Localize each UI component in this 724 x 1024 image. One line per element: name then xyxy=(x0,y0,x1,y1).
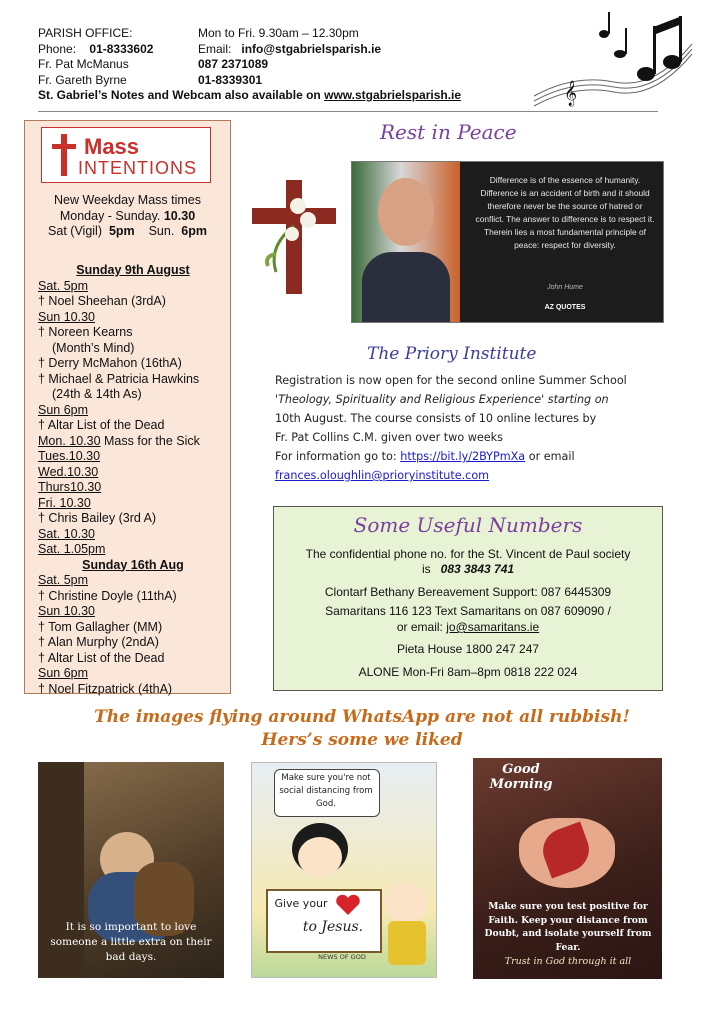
cross-icon xyxy=(50,132,80,178)
website-link[interactable]: www.stgabrielsparish.ie xyxy=(324,88,462,102)
phone-number: 01-8333602 xyxy=(89,41,154,56)
heart-icon xyxy=(334,893,362,917)
intention-line: Sat. 10.30 xyxy=(38,526,95,541)
intention-line: Sun 10.30 xyxy=(38,604,95,618)
sign-text-2: to Jesus. xyxy=(302,919,364,935)
intention-line: Mon. 10.30 Mass for the Sick xyxy=(38,433,200,448)
intention-line: Sun 10.30 xyxy=(38,309,95,324)
intro-sun-label: Sun. xyxy=(148,224,175,238)
quote-brand: AZ QUOTES xyxy=(544,304,586,311)
intention-line: (Month’s Mind) xyxy=(52,340,135,355)
weekday-mass-times xyxy=(25,193,230,240)
intention-line: Wed.10.30 xyxy=(38,464,99,479)
intention-line: † Chris Bailey (3rd A) xyxy=(38,511,157,525)
intention-line: Sun 6pm xyxy=(38,666,89,680)
intention-line: † Derry McMahon (16thA) xyxy=(38,356,182,370)
mass-intentions-logo xyxy=(41,127,211,183)
intention-line: † Altar List of the Dead xyxy=(38,650,165,665)
good-morning-title: Good Morning xyxy=(489,762,553,792)
intention-line: Thurs10.30 xyxy=(38,480,102,494)
priest-2-name: Fr. Gareth Byrne xyxy=(38,72,127,87)
samaritans-line: Samaritans 116 123 Text Samaritans on 087 609090 / xyxy=(325,604,611,618)
email-address[interactable]: info@stgabrielsparish.ie xyxy=(241,41,382,56)
lucy-speech: Make sure you're not social distancing from God. xyxy=(279,773,373,809)
priest-1-phone: 087 2371089 xyxy=(198,57,269,71)
priory-line-3: 10th August. The course consists of 10 online lectures by xyxy=(275,412,597,425)
svp-number-line: is 083 3843 741 xyxy=(421,562,515,576)
intention-line: Sun 6pm xyxy=(38,402,89,417)
intention-line: † Alan Murphy (2ndA) xyxy=(38,635,159,649)
svp-number: 083 3843 741 xyxy=(440,562,515,576)
priory-link[interactable]: https://bit.ly/2BYPmXa xyxy=(400,450,526,463)
intention-line: Sat. 5pm xyxy=(38,573,89,587)
intention-line: Fri. 10.30 xyxy=(38,495,91,510)
lucy-booth-image xyxy=(251,762,437,978)
intention-line: † Noel Sheehan (3rdA) xyxy=(38,294,166,308)
intention-line: † Tom Gallagher (MM) xyxy=(38,619,163,634)
samaritans-email-line: or email: jo@samaritans.ie xyxy=(396,620,540,634)
sign-text-1: Give your xyxy=(274,897,328,910)
useful-numbers-panel xyxy=(273,506,663,691)
hands-footer: Trust in God through it all xyxy=(504,956,632,967)
priory-line-4: Fr. Pat Collins C.M. given over two weeks xyxy=(275,431,503,444)
john-hume-quote-image xyxy=(351,161,664,323)
intentions-list xyxy=(38,263,228,697)
intention-line: Tues.10.30 xyxy=(38,449,101,463)
hands-leaf-image xyxy=(473,758,662,979)
email-label: Email: xyxy=(198,41,232,56)
alone-line: ALONE Mon-Fri 8am–8pm 0818 222 024 xyxy=(358,665,578,679)
intention-line: Sat. 5pm xyxy=(38,278,89,293)
music-notes-illustration xyxy=(534,4,694,108)
news-of-god-label: NEWS OF GOD xyxy=(318,953,366,961)
office-label: PARISH OFFICE: xyxy=(38,26,133,40)
intro-time: 10.30 xyxy=(163,208,196,223)
bethany-line: Clontarf Bethany Bereavement Support: 087 6445309 xyxy=(324,585,612,599)
whatsapp-heading-2: Hers’s some we liked xyxy=(261,730,463,750)
parish-header xyxy=(38,26,461,104)
useful-numbers-title: Some Useful Numbers xyxy=(353,513,583,537)
samaritans-email[interactable]: jo@samaritans.ie xyxy=(446,620,540,634)
intro-heading: New Weekday Mass times xyxy=(53,193,202,207)
quote-text: Difference is of the essence of humanity. Difference is an accident of birth and it should therefore never be the source of hatred or conflict. The answer to difference is to respect it. Therein lies a most fundamental principle of peace: respect for diversity. xyxy=(475,175,655,250)
office-hours: Mon to Fri. 9.30am – 12.30pm xyxy=(198,26,359,40)
svg-text:𝄞: 𝄞 xyxy=(564,81,578,106)
svp-line: The confidential phone no. for the St. Vincent de Paul society xyxy=(305,547,631,561)
lily-cross-illustration xyxy=(246,176,342,296)
mass-intentions-panel xyxy=(24,120,231,694)
logo-intentions-text: INTENTIONS xyxy=(78,158,198,178)
intro-sun-time: 6pm xyxy=(181,224,207,238)
intention-line: (24th & 14th As) xyxy=(52,387,142,401)
priest-2-phone: 01-8339301 xyxy=(198,72,263,87)
pieta-line: Pieta House 1800 247 247 xyxy=(396,642,540,656)
intro-sat-label: Sat (Vigil) xyxy=(48,224,103,238)
rest-in-peace-title: Rest in Peace xyxy=(380,120,517,144)
logo-mass-text: Mass xyxy=(84,134,140,159)
whatsapp-heading-1: The images flying around WhatsApp are not all rubbish! xyxy=(94,707,630,727)
priory-email[interactable]: frances.oloughlin@prioryinstitute.com xyxy=(275,469,490,482)
intention-line: † Michael & Patricia Hawkins xyxy=(38,371,200,386)
priory-body xyxy=(275,371,675,485)
intention-line: † Altar List of the Dead xyxy=(38,418,165,432)
priest-1-name: Fr. Pat McManus xyxy=(38,57,129,71)
intention-line: Sat. 1.05pm xyxy=(38,542,106,556)
intro-days: Monday - Sunday. xyxy=(59,208,161,223)
priory-line-1: Registration is now open for the second online Summer School xyxy=(275,374,627,387)
hands-caption: Make sure you test positive for Faith. Keep your distance from Doubt, and isolate yourself from Fear. xyxy=(484,901,652,953)
boy-dog-caption: It is so important to love someone a little extra on their bad days. xyxy=(50,921,212,963)
quote-author: John Hume xyxy=(547,284,583,291)
priory-title: The Priory Institute xyxy=(367,344,537,364)
phone-label: Phone: xyxy=(38,41,77,56)
notes-text: St. Gabriel’s Notes and Webcam also available on xyxy=(38,88,321,102)
week-2-heading: Sunday 16th Aug xyxy=(82,557,184,572)
intention-line: † Christine Doyle (11thA) xyxy=(38,588,177,603)
priory-info-label: For information go to: xyxy=(275,450,397,463)
intention-line: † Noel Fitzpatrick (4thA) xyxy=(38,681,173,696)
intro-sat-time: 5pm xyxy=(108,224,135,238)
boy-and-dog-image xyxy=(38,762,224,978)
priory-or-email: or email xyxy=(528,450,575,463)
intention-line: † Noreen Kearns xyxy=(38,325,133,339)
week-1-heading: Sunday 9th August xyxy=(76,263,190,277)
header-divider xyxy=(38,111,658,112)
priory-line-2: 'Theology, Spirituality and Religious Experience' starting on xyxy=(275,393,609,406)
